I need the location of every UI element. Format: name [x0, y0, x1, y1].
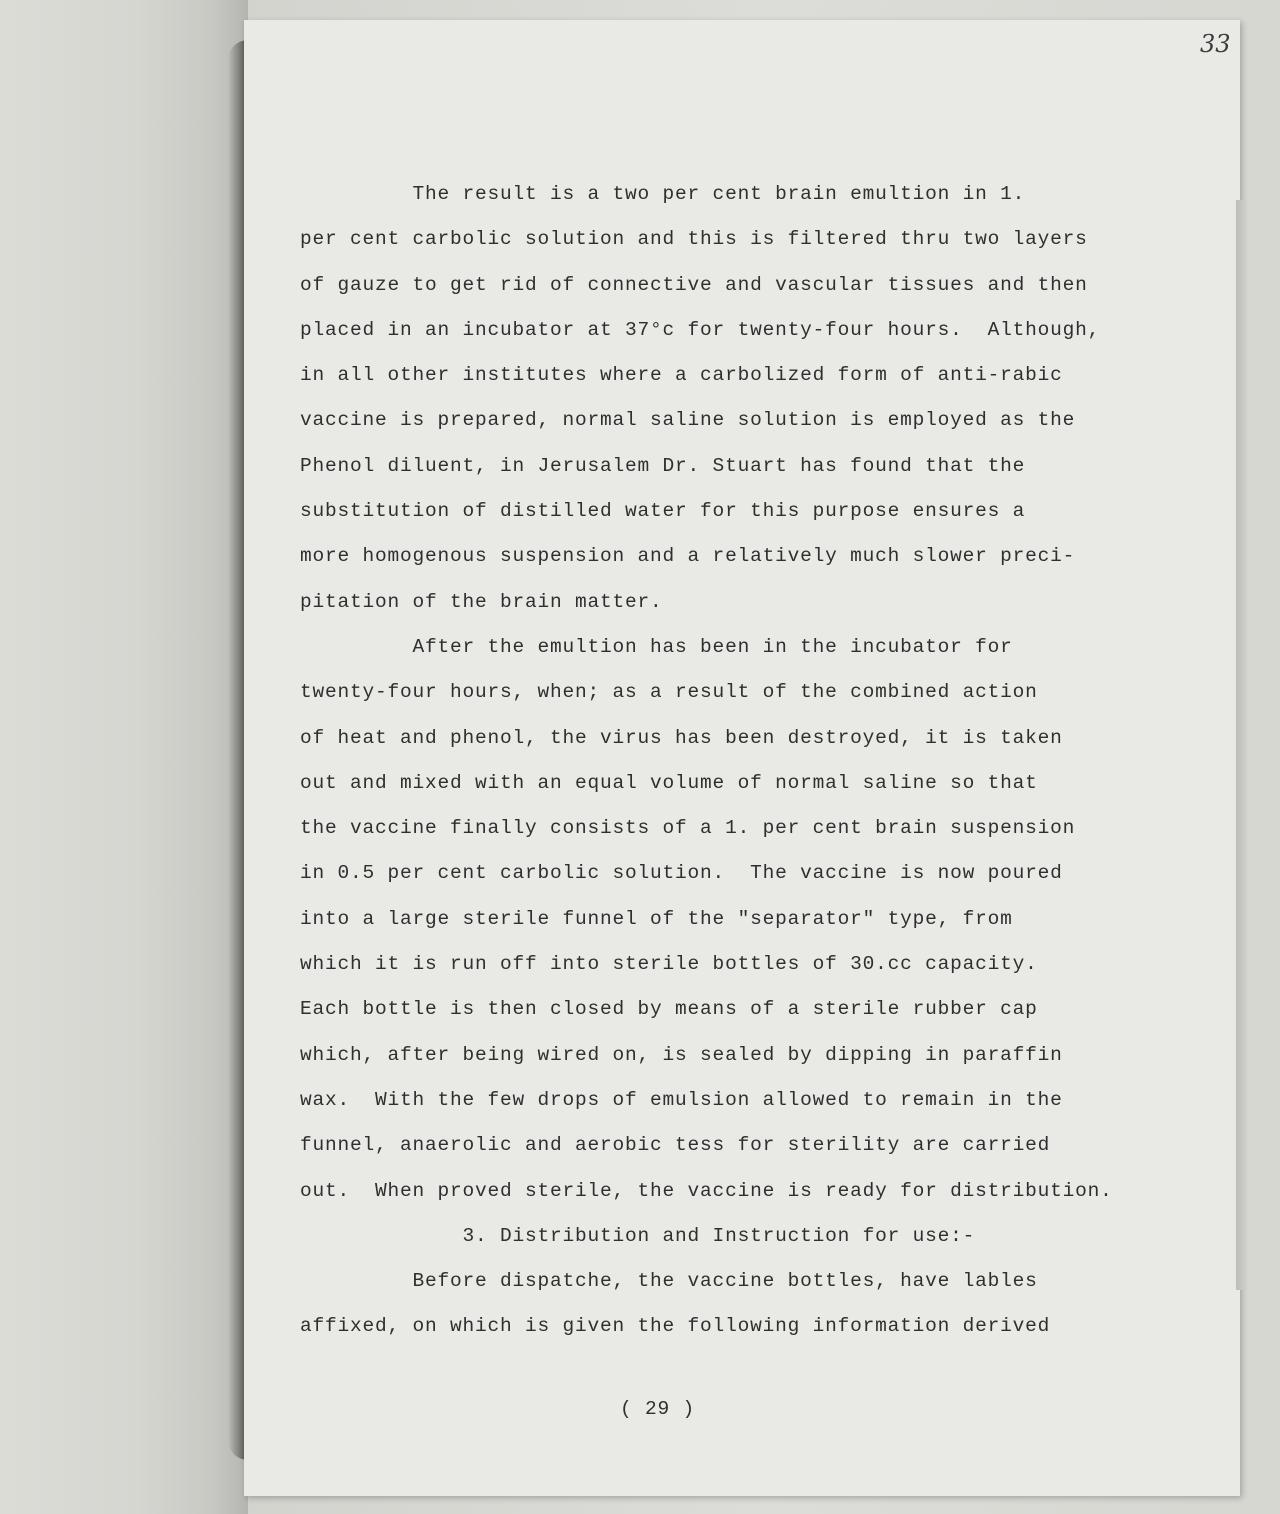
text-line: of heat and phenol, the virus has been destroyed, it is taken: [300, 726, 1063, 749]
text-line: After the emultion has been in the incubator for: [300, 635, 1013, 658]
text-line: which, after being wired on, is sealed by dipping in paraffin: [300, 1043, 1063, 1066]
text-line: vaccine is prepared, normal saline solution is employed as the: [300, 409, 1076, 432]
text-line: affixed, on which is given the following information derived: [300, 1315, 1051, 1338]
text-line: in 0.5 per cent carbolic solution. The vaccine is now poured: [300, 862, 1063, 885]
text-line: into a large sterile funnel of the "separator" type, from: [300, 907, 1013, 930]
text-line: per cent carbolic solution and this is filtered thru two layers: [300, 228, 1088, 251]
text-line: funnel, anaerolic and aerobic tess for sterility are carried: [300, 1134, 1051, 1157]
text-line: Before dispatche, the vaccine bottles, have lables: [300, 1270, 1038, 1293]
body-text: [300, 172, 1113, 1350]
text-line: of gauze to get rid of connective and vascular tissues and then: [300, 273, 1088, 296]
text-line: which it is run off into sterile bottles of 30.cc capacity.: [300, 953, 1038, 976]
text-line: more homogenous suspension and a relatively much slower preci-: [300, 545, 1076, 568]
text-line: wax. With the few drops of emulsion allowed to remain in the: [300, 1088, 1063, 1111]
text-line: in all other institutes where a carbolized form of anti-rabic: [300, 364, 1063, 387]
text-line: out. When proved sterile, the vaccine is ready for distribution.: [300, 1179, 1113, 1202]
text-line: Each bottle is then closed by means of a sterile rubber cap: [300, 998, 1038, 1021]
text-line: substitution of distilled water for this purpose ensures a: [300, 500, 1026, 523]
section-heading: 3. Distribution and Instruction for use:-: [300, 1224, 976, 1247]
text-line: placed in an incubator at 37°c for twenty-four hours. Although,: [300, 318, 1101, 341]
page-edge: [1236, 200, 1246, 1290]
text-line: out and mixed with an equal volume of normal saline so that: [300, 771, 1038, 794]
page-number: ( 29 ): [620, 1398, 696, 1420]
text-line: pitation of the brain matter.: [300, 590, 663, 613]
text-line: the vaccine finally consists of a 1. per cent brain suspension: [300, 817, 1076, 840]
text-line: twenty-four hours, when; as a result of the combined action: [300, 681, 1038, 704]
left-facing-page: [0, 0, 248, 1514]
text-line: The result is a two per cent brain emultion in 1.: [300, 183, 1026, 205]
handwritten-folio-number: 33: [1200, 30, 1231, 58]
text-line: Phenol diluent, in Jerusalem Dr. Stuart has found that the: [300, 454, 1026, 477]
